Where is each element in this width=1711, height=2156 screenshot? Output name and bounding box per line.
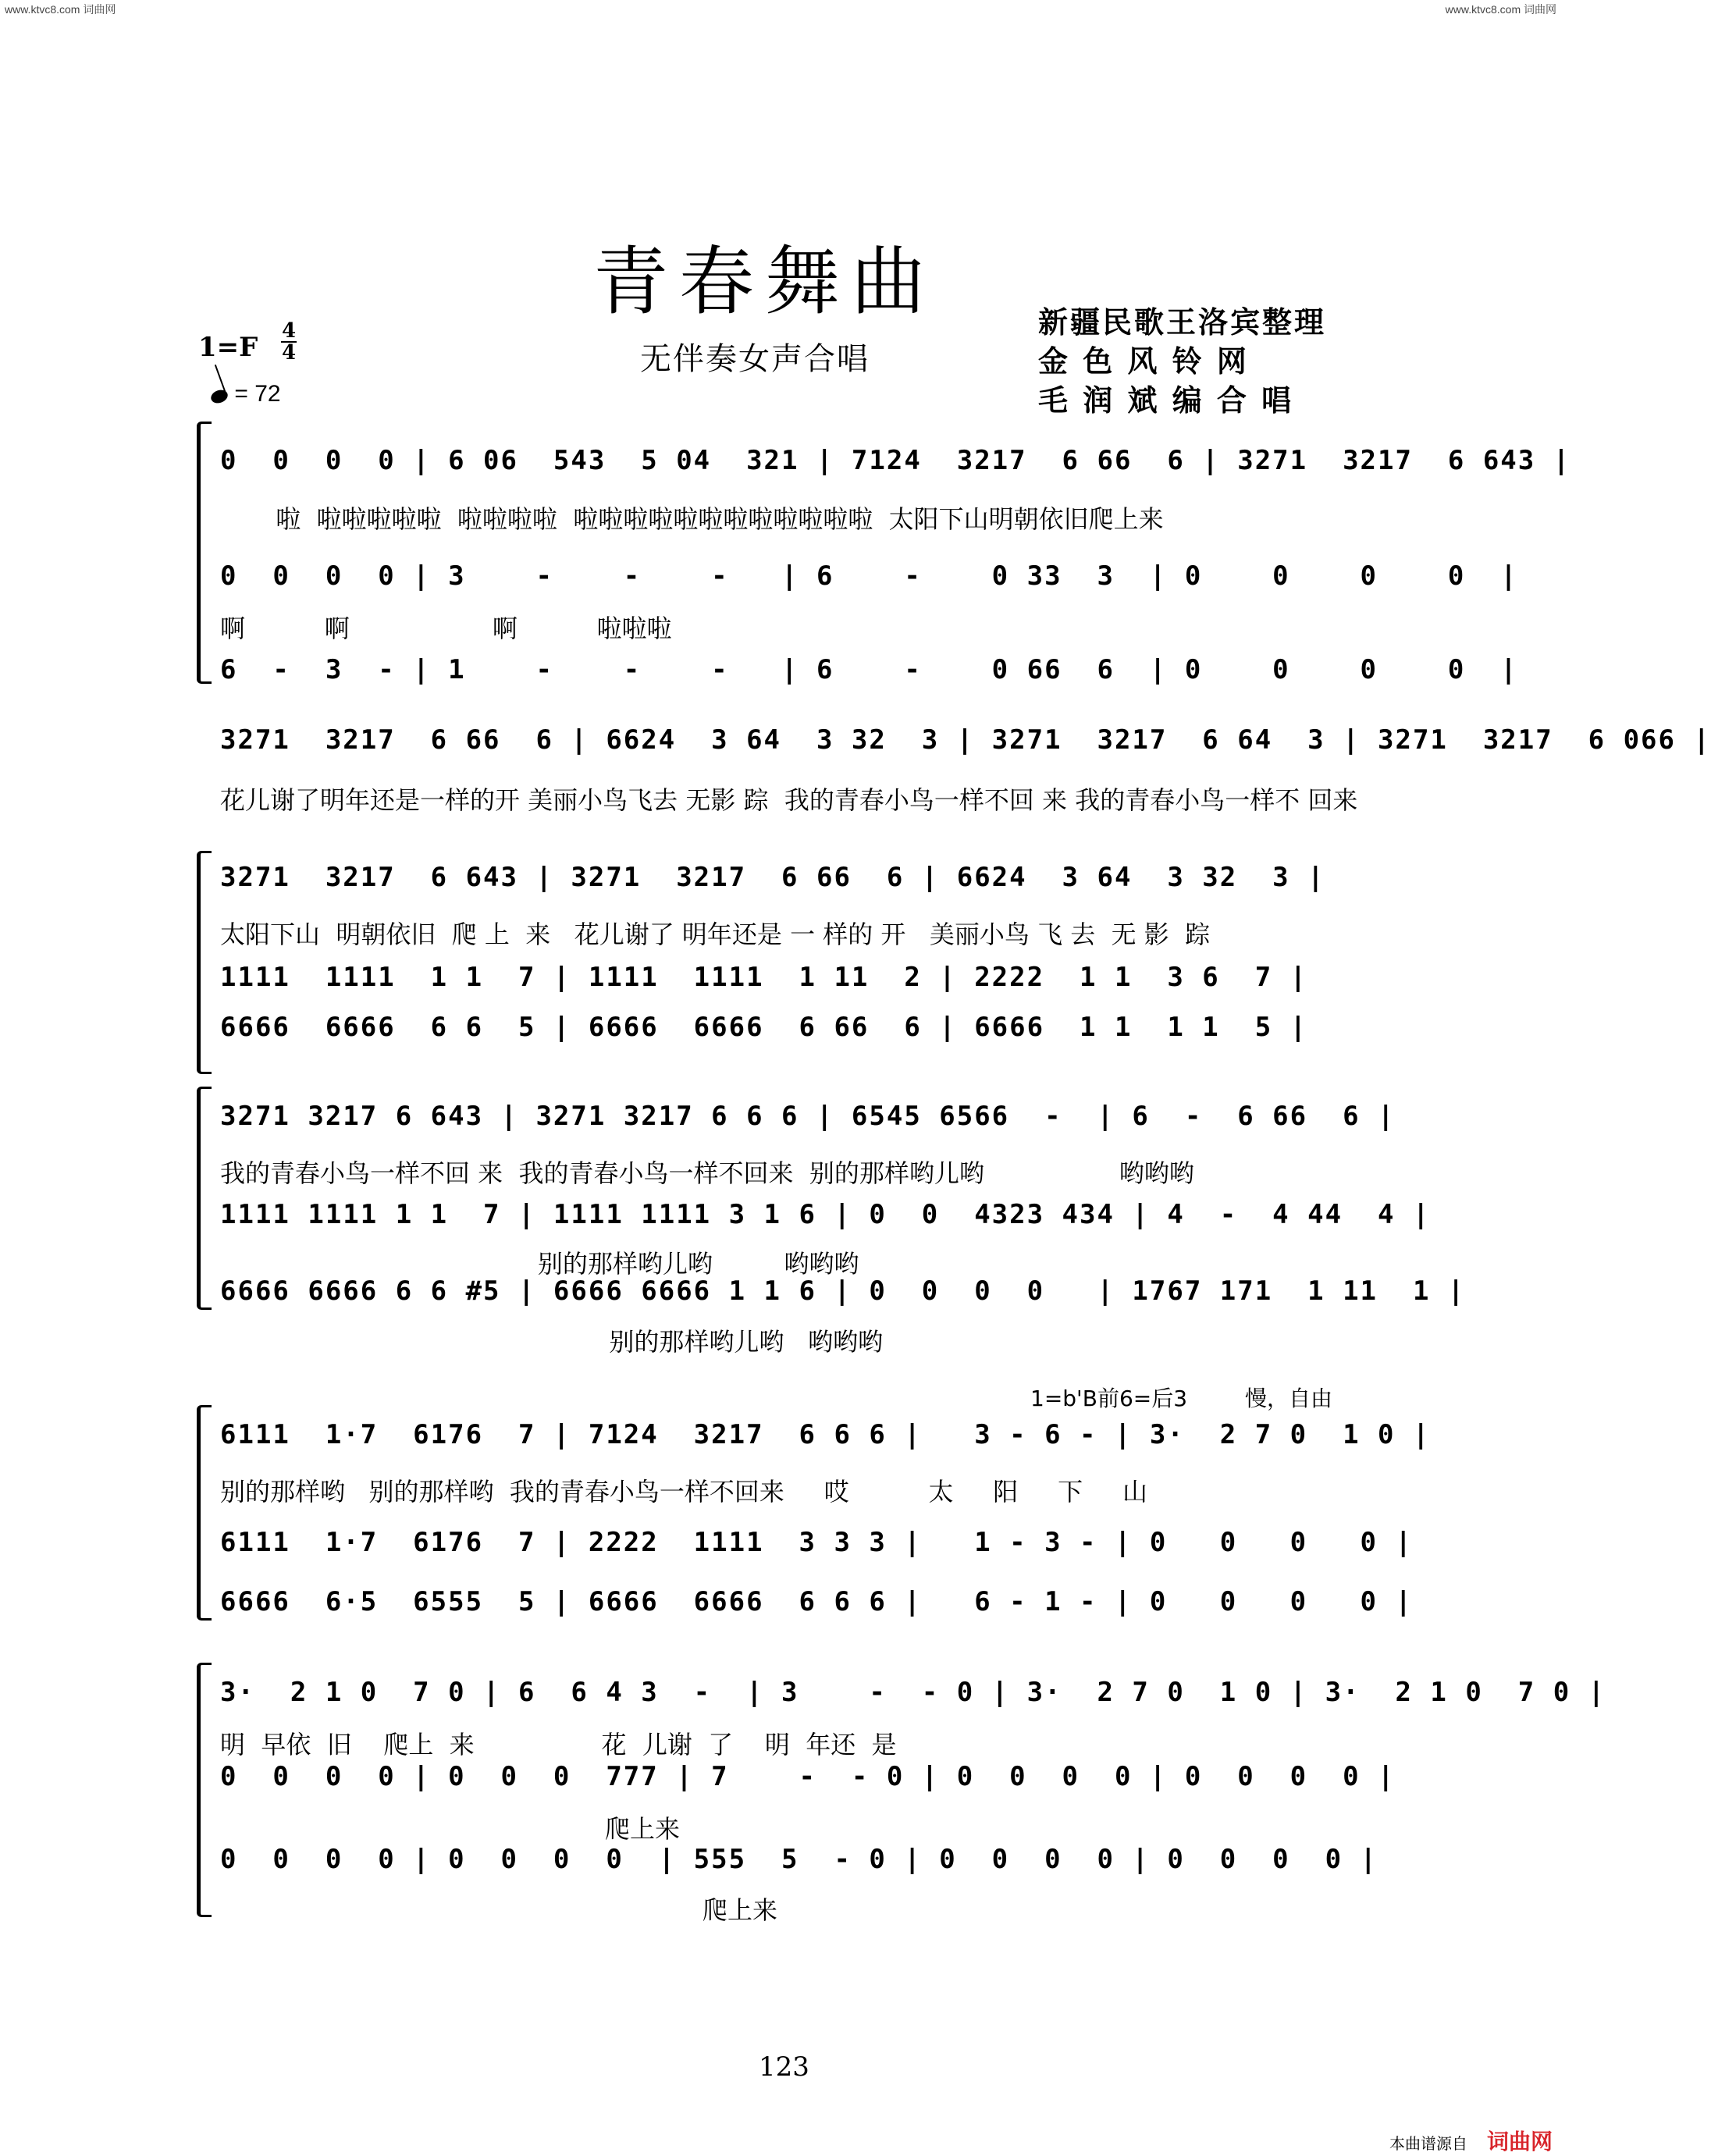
system-6-lyric: 明 早依 旧 爬上 来 花 儿谢 了 明 年还 是 (220, 1730, 897, 1759)
song-title: 青春舞曲 (593, 238, 937, 326)
system-1-lyric-2: 啊 啊 啊 啦啦啦 (220, 614, 672, 643)
system-2-melody: 3271 3217 6 66 6 | 6624 3 64 3 32 3 | 3271 3217 6 64 3 | 3271 3217 6 066 | (220, 724, 1711, 756)
system-brace-4 (197, 1087, 212, 1310)
system-5-bass: 6666 6·5 6555 5 | 6666 6666 6 6 6 | 6 - 1 - | 0 0 0 0 | (220, 1586, 1413, 1617)
system-4-lyric-2: 别的那样哟儿哟 哟哟哟 (220, 1249, 859, 1279)
system-4-lyric-3: 别的那样哟儿哟 哟哟哟 (220, 1327, 883, 1357)
credit-line-1: 新疆民歌王洛宾整理 (1038, 304, 1327, 340)
system-6-soprano: 3· 2 1 0 7 0 | 6 6 4 3 - | 3 - - 0 | 3· 2 7 0 1 0 | 3· 2 1 0 7 0 | (220, 1677, 1606, 1708)
tempo-value: = 72 (234, 381, 281, 407)
key-change-marking: 1=b'B前6=后3 (1030, 1386, 1188, 1411)
system-1-alto: 0 0 0 0 | 3 - - - | 6 - 0 33 3 | 0 0 0 0 | (220, 560, 1518, 592)
system-1-soprano: 0 0 0 0 | 6 06 543 5 04 321 | 7124 3217 6 66 6 | 3271 3217 6 643 | (220, 445, 1571, 476)
system-4-alto: 1111 1111 1 1 7 | 1111 1111 3 1 6 | 0 0 4323 434 | 4 - 4 44 4 | (220, 1199, 1431, 1230)
time-signature (281, 319, 297, 365)
tempo-marking (211, 381, 281, 407)
system-4-bass: 6666 6666 6 6 #5 | 6666 6666 1 1 6 | 0 0 0 0 | 1767 171 1 11 1 | (220, 1275, 1466, 1307)
system-brace-6 (197, 1663, 212, 1917)
footer-source-text: 本曲谱源自 (1389, 2134, 1467, 2153)
credit-line-3: 毛 润 斌 编 合 唱 (1038, 382, 1294, 418)
tempo-change-marking: 慢，自由 (1245, 1386, 1333, 1411)
system-brace-5 (197, 1405, 212, 1621)
system-3-soprano: 3271 3217 6 643 | 3271 3217 6 66 6 | 6624 3 64 3 32 3 | (220, 862, 1325, 893)
watermark-left: www.ktvc8.com 词曲网 (5, 3, 116, 16)
system-3-bass: 6666 6666 6 6 5 | 6666 6666 6 66 6 | 6666 1 1 1 1 5 | (220, 1012, 1308, 1043)
page-number: 123 (759, 2051, 809, 2083)
footer-brand[interactable]: 词曲网 (1487, 2129, 1553, 2154)
credit-line-2: 金 色 风 铃 网 (1038, 343, 1249, 379)
system-5-alto: 6111 1·7 6176 7 | 2222 1111 3 3 3 | 1 - 3 - | 0 0 0 0 | (220, 1527, 1413, 1558)
watermark-right: www.ktvc8.com 词曲网 (1445, 3, 1556, 16)
system-4-lyric-1: 我的青春小鸟一样不回 来 我的青春小鸟一样不回来 别的那样哟儿哟 哟哟哟 (220, 1158, 1194, 1188)
system-3-alto: 1111 1111 1 1 7 | 1111 1111 1 11 2 | 2222 1 1 3 6 7 | (220, 962, 1308, 993)
system-6-sub-lyric-1: 爬上来 (605, 1814, 681, 1844)
system-4-soprano: 3271 3217 6 643 | 3271 3217 6 6 6 | 6545 6566 - | 6 - 6 66 6 | (220, 1101, 1396, 1132)
system-5-soprano: 6111 1·7 6176 7 | 7124 3217 6 6 6 | 3 - 6 - | 3· 2 7 0 1 0 | (220, 1419, 1431, 1450)
song-subtitle: 无伴奏女声合唱 (640, 341, 870, 377)
time-signature-top: 4 (281, 319, 297, 343)
system-brace-3 (197, 851, 212, 1074)
key-signature: 1=F (198, 332, 258, 363)
system-2-lyric: 花儿谢了明年还是一样的开 美丽小鸟飞去 无影 踪 我的青春小鸟一样不回 来 我的青春小鸟一样不 回来 (220, 785, 1358, 815)
system-brace-1 (197, 422, 212, 684)
system-6-alto: 0 0 0 0 | 0 0 0 777 | 7 - - 0 | 0 0 0 0 | 0 0 0 0 | (220, 1761, 1396, 1792)
system-3-lyric: 太阳下山 明朝依旧 爬 上 来 花儿谢了 明年还是 一 样的 开 美丽小鸟 飞 去 无 影 踪 (220, 920, 1211, 949)
system-1-bass: 6 - 3 - | 1 - - - | 6 - 0 66 6 | 0 0 0 0 | (220, 654, 1518, 685)
system-6-bass: 0 0 0 0 | 0 0 0 0 | 555 5 - 0 | 0 0 0 0 | 0 0 0 0 | (220, 1844, 1378, 1875)
time-signature-bottom: 4 (281, 341, 297, 365)
system-5-lyric: 别的那样哟 别的那样哟 我的青春小鸟一样不回来 哎 太 阳 下 山 (220, 1477, 1148, 1507)
quarter-note-icon (209, 388, 229, 406)
system-6-sub-lyric-2: 爬上来 (703, 1895, 778, 1925)
system-1-lyric-1: 啦 啦啦啦啦啦 啦啦啦啦 啦啦啦啦啦啦啦啦啦啦啦啦 太阳下山明朝依旧爬上来 (220, 504, 1164, 534)
